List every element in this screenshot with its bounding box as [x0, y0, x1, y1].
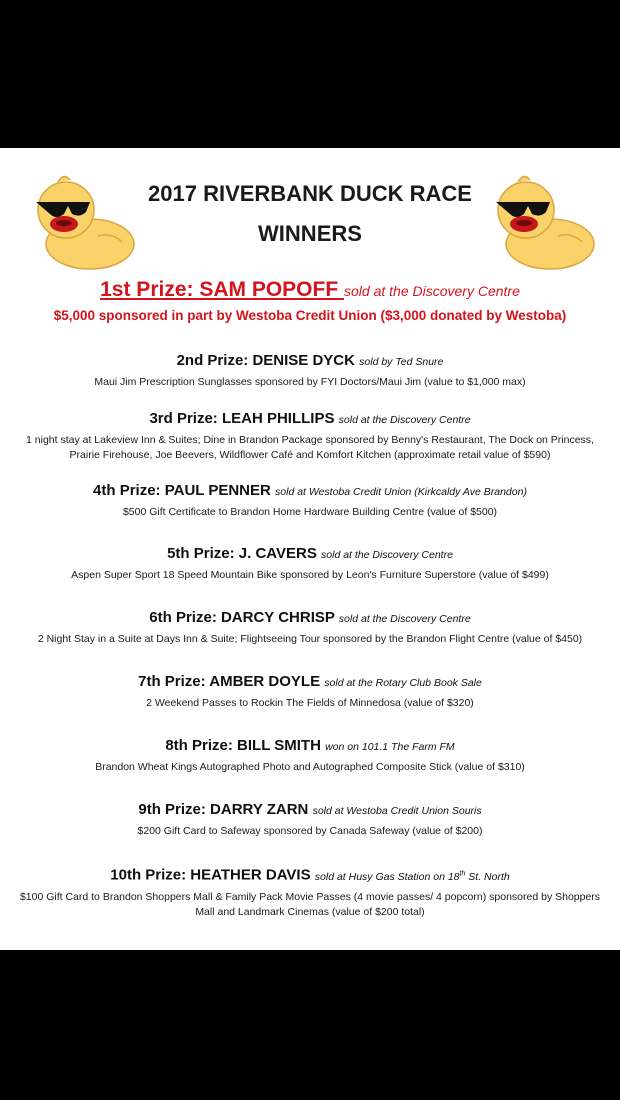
prize-description: $500 Gift Certificate to Brandon Home Hardware Building Centre (value of $500)	[122, 506, 498, 518]
prize-sold: sold at Westoba Credit Union (Kirkcaldy Ave Brandon)	[275, 486, 527, 498]
prize-sold: won on 101.1 The Farm FM	[325, 741, 455, 753]
prize-description: Brandon Wheat Kings Autographed Photo and Autographed Composite Stick (value of $310)	[95, 761, 525, 773]
first-prize-heading	[0, 278, 620, 302]
prize-label: 6th Prize: DARCY CHRISP	[149, 609, 335, 626]
prize-item	[0, 864, 620, 920]
prize-label: 4th Prize: PAUL PENNER	[93, 482, 271, 499]
first-prize-sold: sold at the Discovery Centre	[344, 283, 520, 299]
prize-sold: sold at the Discovery Centre	[338, 414, 471, 426]
prize-item	[0, 351, 620, 390]
prize-label: 3rd Prize: LEAH PHILLIPS	[149, 410, 335, 427]
title-line-1: 2017 RIVERBANK DUCK RACE	[148, 181, 472, 206]
prize-description: $200 Gift Card to Safeway sponsored by Canada Safeway (value of $200)	[137, 825, 483, 837]
poster-sheet	[0, 148, 620, 950]
prize-label: 5th Prize: J. CAVERS	[167, 545, 317, 562]
prize-sold: sold by Ted Snure	[359, 356, 444, 368]
prize-description: 1 night stay at Lakeview Inn & Suites; Dine in Brandon Package sponsored by Benny's Restaurant, The Dock on Princess, Prairie Firehouse, Joe Beevers, Wildflower Café and Komfort Kitchen (approximate retail value of $590)	[26, 434, 594, 461]
prize-item	[0, 481, 620, 520]
first-prize-label: 1st Prize: SAM POPOFF	[100, 278, 345, 301]
prize-label: 2nd Prize: DENISE DYCK	[176, 352, 355, 369]
duck-with-sunglasses-icon	[488, 172, 598, 272]
prize-sold: sold at Westoba Credit Union Souris	[312, 805, 482, 817]
prize-item	[0, 800, 620, 839]
prize-item	[0, 736, 620, 775]
prize-label: 10th Prize: HEATHER DAVIS	[110, 866, 311, 884]
prize-sold: sold at the Discovery Centre	[338, 613, 471, 625]
page-title	[120, 174, 500, 254]
prize-description: 2 Night Stay in a Suite at Days Inn & Suite; Flightseeing Tour sponsored by the Brandon Flight Centre (value of $450)	[37, 633, 583, 645]
first-prize-sponsor: $5,000 sponsored in part by Westoba Credit Union ($3,000 donated by Westoba)	[53, 308, 567, 323]
prize-description: Aspen Super Sport 18 Speed Mountain Bike sponsored by Leon's Furniture Superstore (value of $499)	[71, 569, 549, 581]
prize-item	[0, 409, 620, 463]
prize-description: 2 Weekend Passes to Rockin The Fields of Minnedosa (value of $320)	[146, 697, 474, 709]
prize-sold: sold at Husy Gas Station on 18th St. North	[314, 870, 510, 883]
prize-item	[0, 608, 620, 647]
prize-sold: sold at the Discovery Centre	[321, 549, 453, 561]
prize-label: 7th Prize: AMBER DOYLE	[138, 673, 321, 690]
prize-sold: sold at the Rotary Club Book Sale	[324, 677, 482, 689]
prize-item	[0, 544, 620, 583]
prize-description: $100 Gift Card to Brandon Shoppers Mall & Family Pack Movie Passes (4 movie passes/ 4 popcorn) sponsored by Shoppers Mall and Landmark Cinemas (value of $200 total)	[19, 890, 601, 918]
prize-description: Maui Jim Prescription Sunglasses sponsored by FYI Doctors/Maui Jim (value to $1,000 max)	[94, 376, 526, 388]
first-prize	[0, 278, 620, 323]
title-line-2: WINNERS	[258, 221, 362, 246]
prize-item	[0, 672, 620, 711]
prize-label: 9th Prize: DARRY ZARN	[138, 801, 309, 818]
prize-label: 8th Prize: BILL SMITH	[165, 737, 321, 754]
